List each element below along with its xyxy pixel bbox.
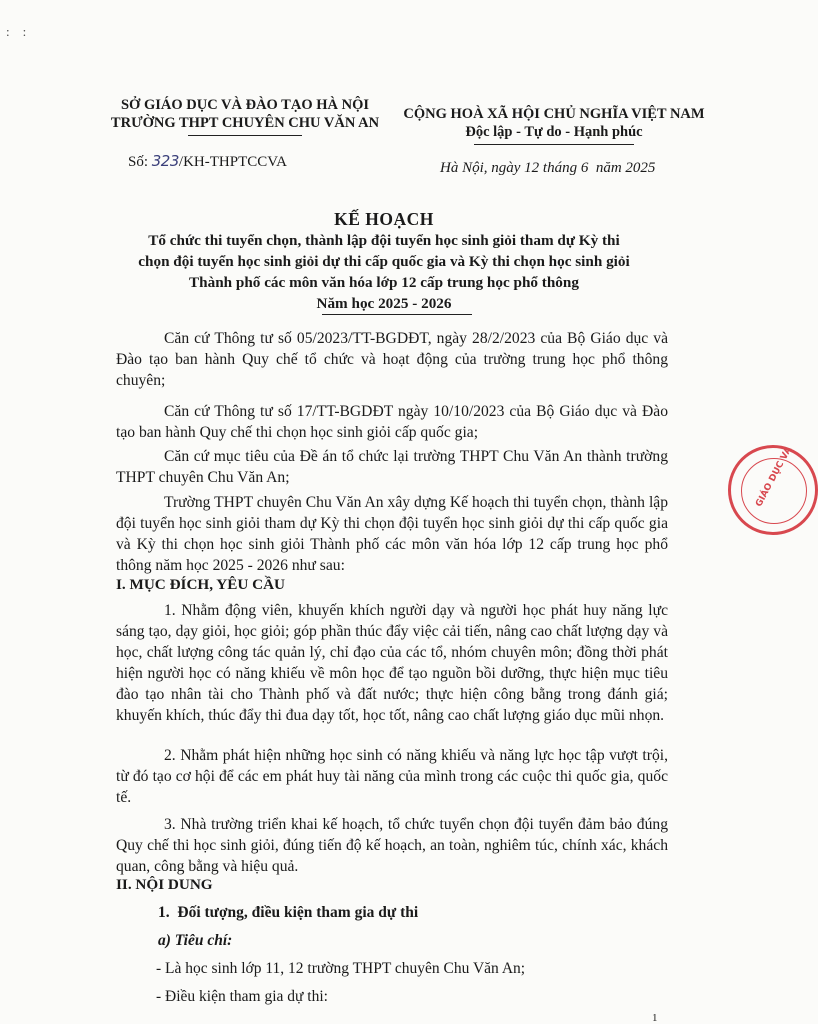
doc-subtitle-1: Tổ chức thi tuyển chọn, thành lập đội tuyển học sinh giỏi tham dự Kỳ thi: [148, 232, 620, 249]
section-1-item-1: 1. Nhằm động viên, khuyến khích người dạy và người học phát huy năng lực sáng tạo, dạy giỏi, học giỏi; góp phần thúc đẩy việc cải tiến, nâng cao chất lượng dạy và học, chất lượng công tác quản lý, chỉ đạo của các tổ, nhóm chuyên môn; đồng thời phát hiện người học có năng khiếu về môn học để tạo nguồn bồi dưỡng, thực hiện mục tiêu đào tạo nhân tài cho Thành phố và đất nước; thực hiện công bằng trong đánh giá; khuyến khích, thúc đẩy thi đua dạy tốt, học tốt, nâng cao chất lượng giáo dục mũi nhọn.: [116, 602, 668, 724]
doc-title: KẾ HOẠCH: [334, 209, 434, 229]
doc-number-handwritten: 323: [151, 152, 179, 170]
preamble-paragraph-2: Căn cứ Thông tư số 17/TT-BGDĐT ngày 10/10/2023 của Bộ Giáo dục và Đào tạo ban hành Quy chế thi chọn học sinh giỏi cấp quốc gia;: [116, 403, 668, 441]
header-right-underline: [474, 144, 634, 145]
preamble-paragraph-1: Căn cứ Thông tư số 05/2023/TT-BGDĐT, ngày 28/2/2023 của Bộ Giáo dục và Đào tạo ban hành Quy chế tổ chức và hoạt động của trường trung học phổ thông chuyên;: [116, 330, 668, 389]
section-1-item-2: 2. Nhằm phát hiện những học sinh có năng khiếu và năng lực học tập vượt trội, từ đó tạo cơ hội để các em phát huy tài năng của mình trong các cuộc thi quốc gia, quốc tế.: [116, 747, 668, 806]
header-left-line1: SỞ GIÁO DỤC VÀ ĐÀO TẠO HÀ NỘI: [120, 97, 369, 113]
preamble-paragraph-4: Trường THPT chuyên Chu Văn An xây dựng Kế hoạch thi tuyển chọn, thành lập đội tuyển học sinh giỏi tham dự Kỳ thi chọn đội tuyển học sinh giỏi dự thi cấp quốc gia và Kỳ thi chọn học sinh giỏi Thành phố các môn văn hóa lớp 12 cấp trung học phổ thông năm học 2025 - 2026 như sau:: [116, 494, 668, 574]
title-underline: [322, 314, 472, 315]
section-2-heading: II. NỘI DUNG: [116, 876, 213, 893]
doc-subtitle-3: Thành phố các môn văn hóa lớp 12 cấp trung học phổ thông: [189, 274, 579, 291]
criteria-bullet-1: - Là học sinh lớp 11, 12 trường THPT chuyên Chu Văn An;: [156, 960, 526, 977]
header-right-line2: Độc lập - Tự do - Hạnh phúc: [465, 124, 643, 140]
header-right-line1: CỘNG HOÀ XÃ HỘI CHỦ NGHĨA VIỆT NAM: [403, 106, 705, 122]
doc-number-suffix: /KH-THPTCCVA: [178, 154, 287, 170]
doc-number: [128, 152, 287, 171]
section-1-heading: I. MỤC ĐÍCH, YÊU CẦU: [116, 576, 286, 593]
section-1-item-3: 3. Nhà trường triển khai kế hoạch, tổ chức tuyển chọn đội tuyển đảm bảo đúng Quy chế thi học sinh giỏi, đúng tiến độ kế hoạch, an toàn, nghiêm túc, chính xác, khách quan, công bằng và hiệu quả.: [116, 816, 668, 875]
scan-corner-marks: : :: [6, 24, 27, 39]
doc-number-prefix: Số:: [128, 154, 149, 170]
stamp-text: GIÁO DỤC VÀ: [754, 445, 795, 509]
place-date: Hà Nội, ngày 12 tháng 6 năm 2025: [440, 160, 656, 176]
official-stamp: [728, 445, 818, 535]
header-left-underline: [188, 135, 302, 136]
header-left-line2: TRƯỜNG THPT CHUYÊN CHU VĂN AN: [110, 115, 380, 131]
preamble-paragraph-3: Căn cứ mục tiêu của Đề án tổ chức lại trường THPT Chu Văn An thành trường THPT chuyên Chu Văn An;: [116, 448, 668, 486]
section-2-subheading-1: 1. Đối tượng, điều kiện tham gia dự thi: [158, 904, 419, 921]
criteria-bullet-2: - Điều kiện tham gia dự thi:: [156, 988, 328, 1005]
doc-subtitle-2: chọn đội tuyển học sinh giỏi dự thi cấp quốc gia và Kỳ thi chọn học sinh giỏi: [138, 253, 630, 270]
criteria-label: a) Tiêu chí:: [158, 932, 233, 949]
doc-year: Năm học 2025 - 2026: [316, 295, 452, 312]
page-number: 1: [652, 1012, 658, 1024]
